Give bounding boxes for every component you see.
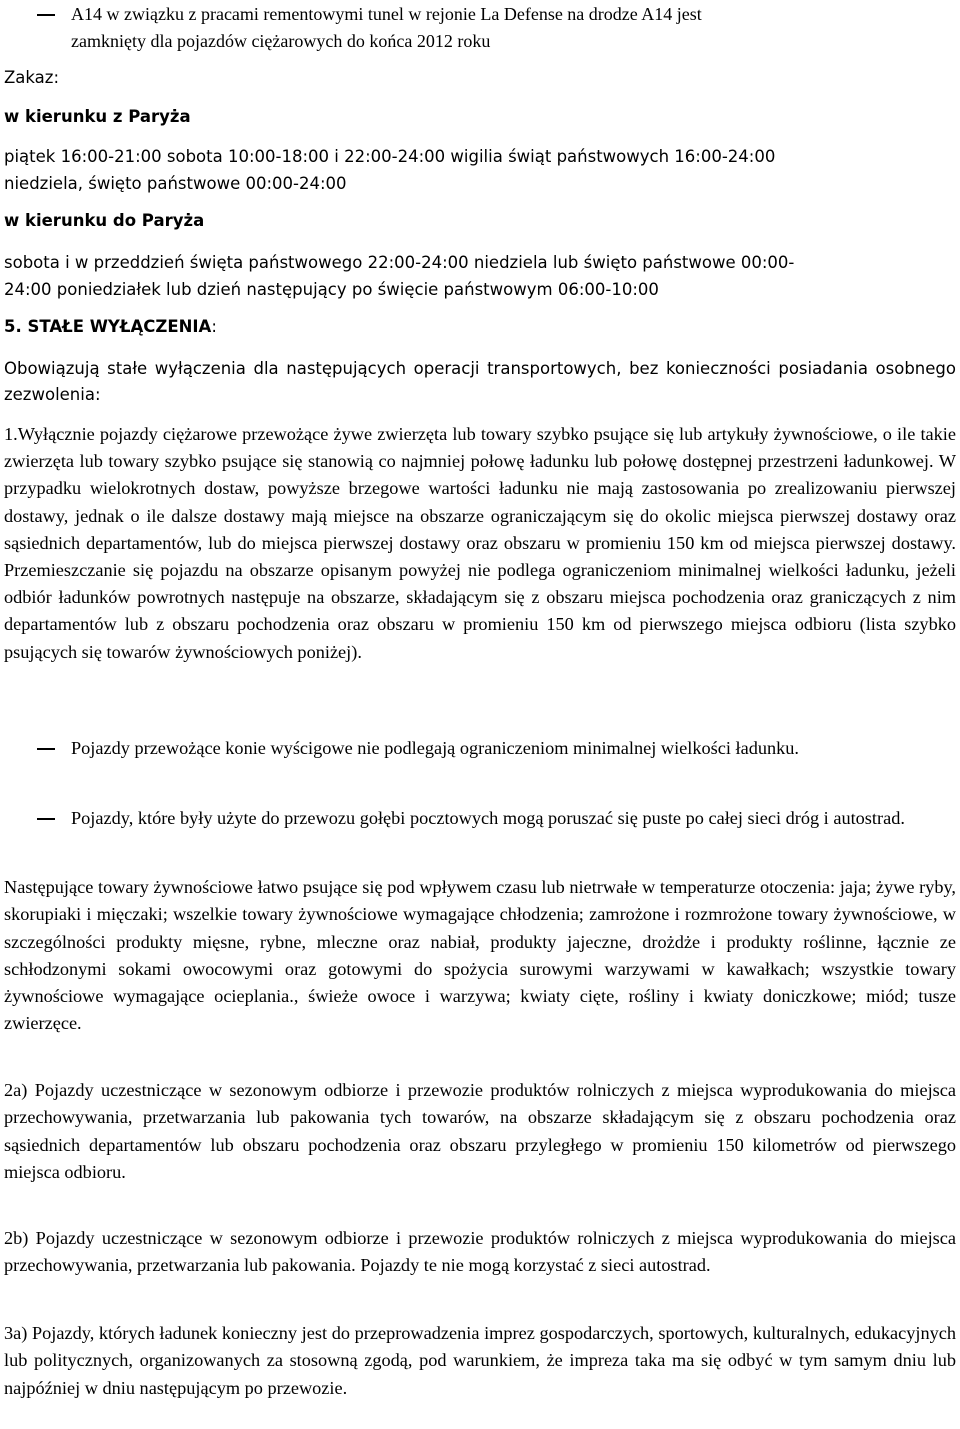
bullet-racehorses <box>4 735 956 762</box>
direction-from-line1: piątek 16:00-21:00 sobota 10:00-18:00 i 22:00-24:00 wigilia świąt państwowych 16:00-24:00 <box>4 147 776 166</box>
direction-to-heading: w kierunku do Paryża <box>4 211 205 230</box>
item-1-paragraph: 1.Wyłącznie pojazdy ciężarowe przewożące żywe zwierzęta lub towary szybko psujące się lub artykuły żywnościowe, o ile takie zwierzęta lub towary szybko psujące się stanowią co najmniej połowę ładunku lub połowę dostępnej przestrzeni ładunkowej. W przypadku wielokrotnych dostaw, powyższe brzegowe wartości ładunku nie mają zastosowania po zrealizowaniu pierwszej dostawy, jednak o ile dalsze dostawy mają miejsce na obszarze ograniczającym się do okolic miejsca pierwszej dostawy oraz sąsiednich departamentów, lub do miejsca pierwszej dostawy oraz obszaru w promieniu 150 km od miejsca pierwszej dostawy. Przemieszczanie się pojazdu na obszarze opisanym powyżej nie podlega ograniczeniom minimalnej wielkości ładunku, jeżeli odbiór ładunków powrotnych następuje na obszarze, składającym się z obszaru miejsca pochodzenia oraz graniczących z nim departamentów lub z obszaru pochodzenia oraz obszaru w promieniu 150 km od pierwszego miejsca odbioru (lista szybko psujących się towarów żywnościowych poniżej). <box>4 424 956 662</box>
bullet-racehorses-text: Pojazdy przewożące konie wyścigowe nie podlegają ograniczeniom minimalnej wielkości ładunku. <box>71 738 799 758</box>
zakaz-label: Zakaz: <box>4 68 60 87</box>
bullet-pigeons <box>4 805 956 832</box>
section5-colon: : <box>211 317 217 336</box>
item-2a-paragraph: 2a) Pojazdy uczestniczące w sezonowym odbiorze i przewozie produktów rolniczych z miejsca wyprodukowania do miejsca przechowywania, przetwarzania lub pakowania tych towarów, na obszarze składającym się z obszaru pochodzenia oraz sąsiednich departamentów lub obszaru pochodzenia oraz obszaru przyległego w promieniu 150 kilometrów od pierwszego miejsca odbioru. <box>4 1080 956 1182</box>
direction-from-schedule <box>4 143 956 197</box>
tunnel-closure-line1: A14 w związku z pracami rementowymi tunel w rejonie La Defense na drodze A14 jest <box>71 4 702 24</box>
direction-to-schedule <box>4 249 956 303</box>
section5-heading <box>4 314 217 341</box>
direction-to-line1: sobota i w przeddzień święta państwowego 22:00-24:00 niedziela lub święto państwowe 00:00- <box>4 253 795 272</box>
dash-bullet-icon <box>37 14 55 16</box>
dash-bullet-icon <box>37 748 55 750</box>
item-3a-paragraph: 3a) Pojazdy, których ładunek konieczny jest do przeprowadzenia imprez gospodarczych, sportowych, kulturalnych, edukacyjnych lub politycznych, organizowanych za stosowną zgodą, pod warunkiem, że impreza taka ma się odbyć w tym samym dniu lub najpóźniej w dniu następującym po przewozie. <box>4 1323 956 1398</box>
direction-from-line2: niedziela, święto państwowe 00:00-24:00 <box>4 174 347 193</box>
section5-title: 5. STAŁE WYŁĄCZENIA <box>4 317 212 336</box>
section5-intro: Obowiązują stałe wyłączenia dla następujących operacji transportowych, bez konieczności posiadania osobnego zezwolenia: <box>4 359 956 404</box>
item-2b-paragraph: 2b) Pojazdy uczestniczące w sezonowym odbiorze i przewozie produktów rolniczych z miejsca wyprodukowania do miejsca przechowywania, przetwarzania lub pakowania. Pojazdy te nie mogą korzystać z sieci autostrad. <box>4 1228 956 1276</box>
dash-bullet-icon <box>37 818 55 820</box>
bullet-pigeons-text: Pojazdy, które były użyte do przewozu gołębi pocztowych mogą poruszać się puste po całej sieci dróg i autostrad. <box>71 808 905 828</box>
tunnel-closure-bullet <box>4 1 960 54</box>
direction-from-heading: w kierunku z Paryża <box>4 107 191 126</box>
tunnel-closure-line2: zamknięty dla pojazdów ciężarowych do końca 2012 roku <box>71 30 491 51</box>
direction-to-line2: 24:00 poniedziałek lub dzień następujący po święcie państwowym 06:00-10:00 <box>4 280 659 299</box>
perishable-goods-list: Następujące towary żywnościowe łatwo psujące się pod wpływem czasu lub nietrwałe w temperaturze otoczenia: jaja; żywe ryby, skorupiaki i mięczaki; wszelkie towary żywnościowe wymagające chłodzenia; zamrożone i rozmrożone towary żywnościowe, w szczególności produkty mięsne, rybne, mleczne oraz nabiał, produkty jajeczne, drożdże i produkty roślinne, łącznie ze schłodzonymi sokami owocowymi oraz gotowymi do spożycia surowymi warzywami w kawałkach; wszystkie towary żywnościowe wymagające ocieplania., świeże owoce i warzywa; kwiaty cięte, rośliny i kwiaty doniczkowe; miód; tusze zwierzęce. <box>4 877 956 1034</box>
